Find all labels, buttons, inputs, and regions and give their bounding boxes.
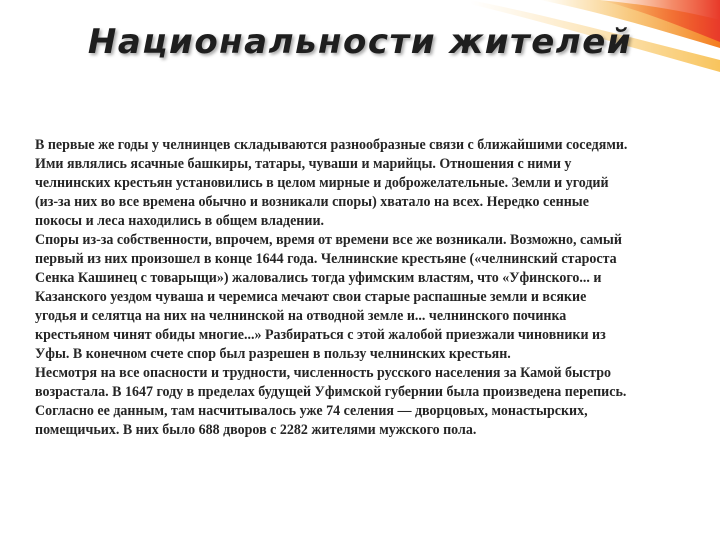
text-line: челнинских крестьян установились в целом мирные и доброжелательные. Земли и угодий [35,175,609,191]
text-line: Несмотря на все опасности и трудности, численность русского населения за Камой быстро [35,365,612,381]
text-line: Уфы. В конечном счете спор был разрешен в пользу челнинских крестьян. [35,346,511,362]
text-line: помещичьих. В них было 688 дворов с 2282 жителями мужского пола. [35,422,477,438]
text-line: (из-за них во все времена обычно и возникали споры) хватало на всех. Нередко сенные [35,194,589,210]
text-line: первый из них произошел в конце 1644 года. Челнинские крестьяне («челнинский староста [35,251,617,267]
text-line: покосы и леса находились в общем владении. [35,213,325,229]
text-line: Ими являлись ясачные башкиры, татары, чуваши и марийцы. Отношения с ними у [35,156,572,172]
text-line: Казанского уездом чуваша и черемиса мечают свои старые распашные земли и всякие [35,289,587,305]
text-line: возрастала. В 1647 году в пределах будущей Уфимской губернии была произведена перепись. [35,384,627,400]
slide-body-text [35,136,720,440]
text-line: Сенка Кашинец с товарыщи») жаловались тогда уфимским властям, что «Уфинского... и [35,270,602,286]
slide-title: Национальности жителей [87,22,633,62]
text-line: В первые же годы у челнинцев складываются разнообразные связи с ближайшими соседями. [35,137,628,153]
text-line: угодья и селятца на них на челнинской на отводной земле и... челнинского починка [35,308,567,324]
corner-ribbon-decoration [0,0,720,130]
text-line: Согласно ее данным, там насчитывалось уже 74 селения — дворцовых, монастырских, [35,403,588,419]
text-line: крестьяном чинят обиды многие...» Разбираться с этой жалобой приезжали чиновники из [35,327,606,343]
text-line: Споры из-за собственности, впрочем, время от времени все же возникали. Возможно, самый [35,232,622,248]
